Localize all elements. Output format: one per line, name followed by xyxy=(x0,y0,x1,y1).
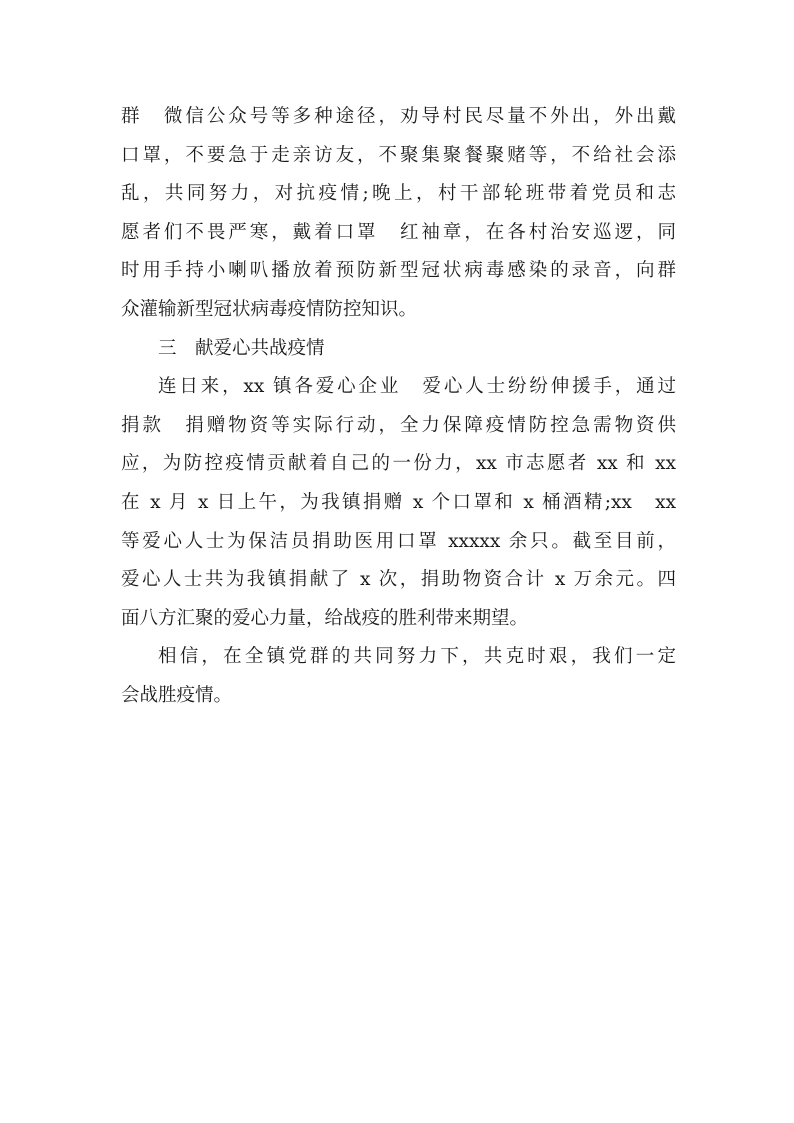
document-body xyxy=(121,98,676,716)
text-line: 连日来，xx 镇各爱心企业 爱心人士纷纷伸援手，通过 xyxy=(158,376,676,398)
text-line: 会战胜疫情。 xyxy=(121,684,233,706)
text-line: 群 微信公众号等多种途径，劝导村民尽量不外出，外出戴 xyxy=(121,106,676,127)
text-line: 众灌输新型冠状病毒疫情防控知识。 xyxy=(121,298,418,320)
text-line: 应，为防控疫情贡献着自己的一份力，xx 市志愿者 xx 和 xx xyxy=(121,453,676,475)
text-line: 面八方汇聚的爱心力量，给战疫的胜利带来期望。 xyxy=(121,607,529,629)
text-line: 口罩，不要急于走亲访友，不聚集聚餐聚赌等，不给社会添 xyxy=(121,144,676,166)
text-line: 相信，在全镇党群的共同努力下，共克时艰，我们一定 xyxy=(158,646,676,668)
text-line: 爱心人士共为我镇捐献了 x 次，捐助物资合计 x 万余元。四 xyxy=(121,569,676,591)
text-line: 等爱心人士为保洁员捐助医用口罩 xxxxx 余只。截至目前， xyxy=(121,530,676,552)
text-line: 乱，共同努力，对抗疫情;晚上，村干部轮班带着党员和志 xyxy=(121,183,676,205)
text-line: 捐款 捐赠物资等实际行动，全力保障疫情防控急需物资供 xyxy=(121,414,676,436)
section-heading: 三 献爱心共战疫情 xyxy=(158,337,325,359)
text-line: 愿者们不畏严寒，戴着口罩 红袖章，在各村治安巡逻，同 xyxy=(121,221,676,243)
text-line: 在 x 月 x 日上午，为我镇捐赠 x 个口罩和 x 桶酒精;xx xx xyxy=(121,491,676,513)
text-line: 时用手持小喇叭播放着预防新型冠状病毒感染的录音，向群 xyxy=(121,260,676,282)
